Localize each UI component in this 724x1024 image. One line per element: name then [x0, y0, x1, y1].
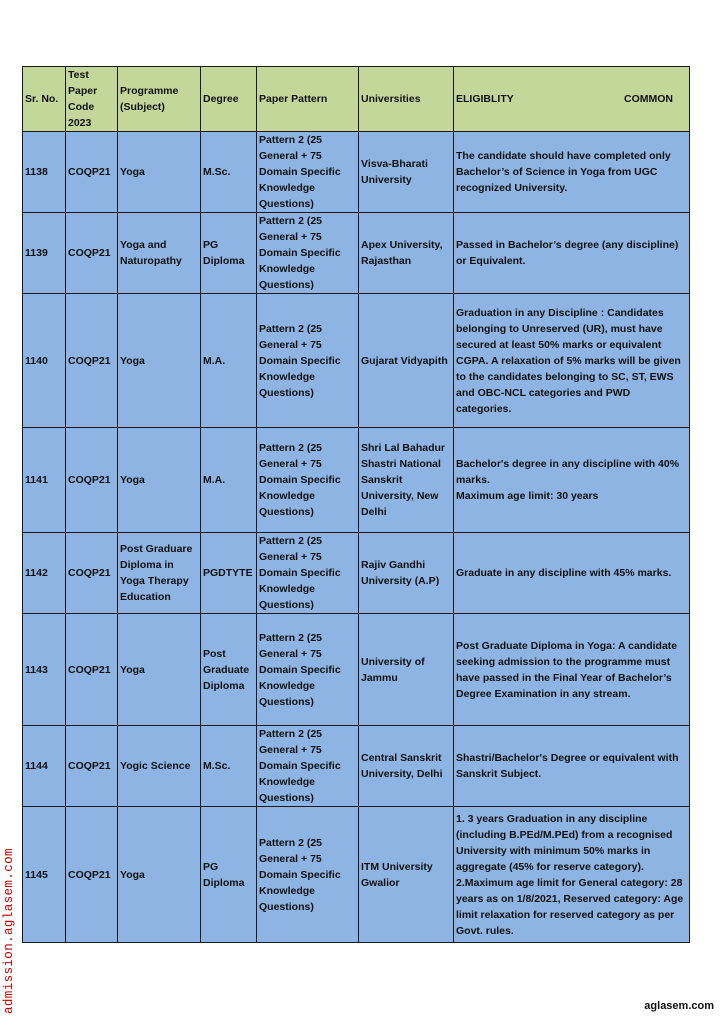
cell-sr-no: 1138	[23, 132, 66, 213]
cell-programme: Yoga and Naturopathy	[118, 213, 201, 294]
cell-paper-pattern: Pattern 2 (25 General + 75 Domain Specific Knowledge Questions)	[257, 726, 359, 807]
header-universities: Universities	[359, 67, 454, 132]
table-row	[23, 807, 690, 943]
header-programme: Programme (Subject)	[118, 67, 201, 132]
cell-degree: M.A.	[201, 428, 257, 533]
cell-sr-no: 1145	[23, 807, 66, 943]
cell-paper-pattern: Pattern 2 (25 General + 75 Domain Specific Knowledge Questions)	[257, 213, 359, 294]
table-header-row	[23, 67, 690, 132]
cell-sr-no: 1139	[23, 213, 66, 294]
cell-degree: M.Sc.	[201, 726, 257, 807]
cell-degree: PG Diploma	[201, 213, 257, 294]
cell-university: Rajiv Gandhi University (A.P)	[359, 533, 454, 614]
cell-university: Shri Lal Bahadur Shastri National Sanskrit University, New Delhi	[359, 428, 454, 533]
cell-eligibility: Passed in Bachelor’s degree (any discipline) or Equivalent.	[454, 213, 690, 294]
header-eligibility-label: ELIGIBLITY	[456, 93, 514, 105]
table-row	[23, 533, 690, 614]
cell-university: Apex University, Rajasthan	[359, 213, 454, 294]
cell-university: Gujarat Vidyapith	[359, 294, 454, 428]
cell-paper-code: COQP21	[66, 294, 118, 428]
cell-paper-pattern: Pattern 2 (25 General + 75 Domain Specific Knowledge Questions)	[257, 294, 359, 428]
cell-sr-no: 1142	[23, 533, 66, 614]
table-row	[23, 726, 690, 807]
cell-eligibility: 1. 3 years Graduation in any discipline (including B.PEd/M.PEd) from a recognised University with minimum 50% marks in aggregate (45% for reserve category). 2.Maximum age limit for General category: 28 years as on 1/8/2021, Reserved category: Age limit relaxation for reserved category as per Govt. rules.	[454, 807, 690, 943]
cell-programme: Yoga	[118, 807, 201, 943]
cell-programme: Yoga	[118, 428, 201, 533]
header-test-paper-code: Test Paper Code 2023	[66, 67, 118, 132]
cell-paper-code: COQP21	[66, 428, 118, 533]
cell-programme: Yogic Science	[118, 726, 201, 807]
cell-university: Central Sanskrit University, Delhi	[359, 726, 454, 807]
cell-programme: Yoga	[118, 294, 201, 428]
cell-paper-pattern: Pattern 2 (25 General + 75 Domain Specific Knowledge Questions)	[257, 132, 359, 213]
cell-eligibility: Graduate in any discipline with 45% marks.	[454, 533, 690, 614]
cell-paper-code: COQP21	[66, 132, 118, 213]
cell-programme: Post Graduare Diploma in Yoga Therapy Education	[118, 533, 201, 614]
table-row	[23, 428, 690, 533]
cell-eligibility: Post Graduate Diploma in Yoga: A candidate seeking admission to the programme must have passed in the Final Year of Bachelor’s Degree Examination in any stream.	[454, 614, 690, 726]
cell-paper-pattern: Pattern 2 (25 General + 75 Domain Specific Knowledge Questions)	[257, 533, 359, 614]
header-common-label: COMMON	[624, 93, 673, 105]
cell-university: ITM University Gwalior	[359, 807, 454, 943]
header-degree: Degree	[201, 67, 257, 132]
cell-eligibility: Bachelor's degree in any discipline with 40% marks. Maximum age limit: 30 years	[454, 428, 690, 533]
cell-degree: M.Sc.	[201, 132, 257, 213]
cell-paper-code: COQP21	[66, 533, 118, 614]
cell-eligibility: Shastri/Bachelor's Degree or equivalent with Sanskrit Subject.	[454, 726, 690, 807]
table-row	[23, 614, 690, 726]
cell-degree: PGDTYTE	[201, 533, 257, 614]
cell-paper-code: COQP21	[66, 614, 118, 726]
cell-sr-no: 1143	[23, 614, 66, 726]
cell-sr-no: 1141	[23, 428, 66, 533]
cell-paper-code: COQP21	[66, 213, 118, 294]
cell-degree: Post Graduate Diploma	[201, 614, 257, 726]
cell-paper-pattern: Pattern 2 (25 General + 75 Domain Specific Knowledge Questions)	[257, 807, 359, 943]
cell-paper-pattern: Pattern 2 (25 General + 75 Domain Specific Knowledge Questions)	[257, 614, 359, 726]
table-row	[23, 294, 690, 428]
footer-site: aglasem.com	[644, 1000, 714, 1012]
cell-university: Visva-Bharati University	[359, 132, 454, 213]
table-row	[23, 213, 690, 294]
eligibility-table	[22, 66, 690, 943]
cell-sr-no: 1140	[23, 294, 66, 428]
cell-programme: Yoga	[118, 614, 201, 726]
header-paper-pattern: Paper Pattern	[257, 67, 359, 132]
cell-paper-code: COQP21	[66, 807, 118, 943]
header-sr-no: Sr. No.	[23, 67, 66, 132]
table-row	[23, 132, 690, 213]
cell-eligibility: The candidate should have completed only Bachelor’s of Science in Yoga from UGC recognized University.	[454, 132, 690, 213]
cell-paper-code: COQP21	[66, 726, 118, 807]
cell-degree: M.A.	[201, 294, 257, 428]
cell-programme: Yoga	[118, 132, 201, 213]
cell-eligibility: Graduation in any Discipline : Candidates belonging to Unreserved (UR), must have secured at least 50% marks or equivalent CGPA. A relaxation of 5% marks will be given to the candidates belonging to SC, ST, EWS and OBC-NCL categories and PWD categories.	[454, 294, 690, 428]
cell-sr-no: 1144	[23, 726, 66, 807]
cell-degree: PG Diploma	[201, 807, 257, 943]
cell-university: University of Jammu	[359, 614, 454, 726]
cell-paper-pattern: Pattern 2 (25 General + 75 Domain Specific Knowledge Questions)	[257, 428, 359, 533]
watermark: admission.aglasem.com	[2, 848, 16, 1014]
header-eligibility	[454, 67, 690, 132]
